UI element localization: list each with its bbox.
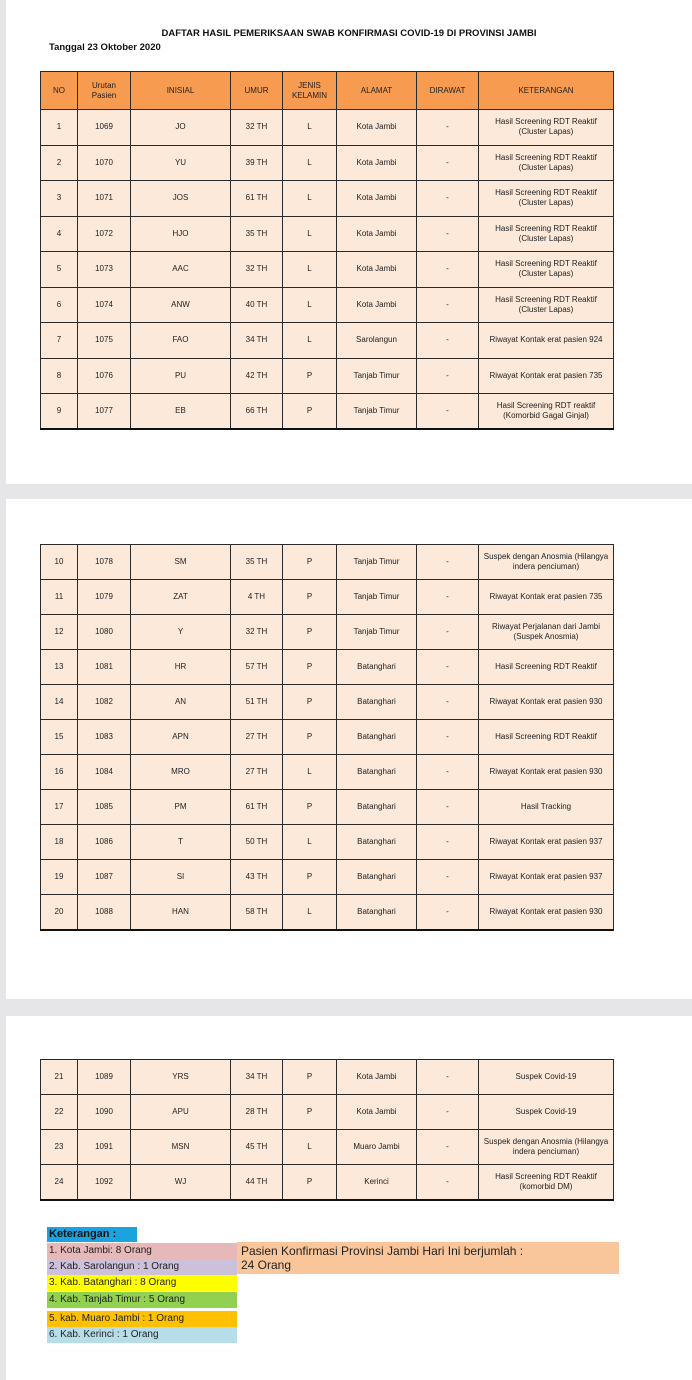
cell-inisial: APU [131,1095,231,1130]
cell-keterangan: Riwayat Perjalanan dari Jambi (Suspek Anosmia) [479,615,614,650]
cell-dirawat: - [417,145,479,181]
cell-alamat: Tanjab Timur [337,615,417,650]
cell-dirawat: - [417,216,479,252]
table-row [41,895,614,930]
cell-umur: 44 TH [231,1165,283,1200]
table-row [41,1060,614,1095]
cell-jenis-kelamin: P [283,720,337,755]
cell-no: 9 [41,394,78,430]
cell-alamat: Batanghari [337,650,417,685]
cell-no: 12 [41,615,78,650]
legend-item: 4. Kab. Tanjab Timur : 5 Orang [47,1292,237,1308]
cell-keterangan: Hasil Screening RDT Reaktif [479,650,614,685]
cell-urutan-pasien: 1082 [78,685,131,720]
cell-alamat: Kota Jambi [337,110,417,146]
cell-alamat: Muaro Jambi [337,1130,417,1165]
cell-no: 21 [41,1060,78,1095]
cell-jenis-kelamin: P [283,1095,337,1130]
table-row [41,860,614,895]
table-row [41,145,614,181]
cell-inisial: HR [131,650,231,685]
header-no: NO [41,72,78,110]
cell-alamat: Tanjab Timur [337,580,417,615]
cell-alamat: Kota Jambi [337,252,417,288]
cell-keterangan: Hasil Screening RDT Reaktif (Cluster Lapas) [479,216,614,252]
cell-alamat: Batanghari [337,790,417,825]
cell-umur: 61 TH [231,790,283,825]
table-row [41,615,614,650]
document-title: DAFTAR HASIL PEMERIKSAAN SWAB KONFIRMASI COVID-19 DI PROVINSI JAMBI [161,28,537,39]
cell-no: 18 [41,825,78,860]
cell-alamat: Kota Jambi [337,145,417,181]
cell-inisial: FAO [131,323,231,359]
table-row [41,287,614,323]
legend-item: 5. kab. Muaro Jambi : 1 Orang [47,1311,237,1327]
cell-inisial: SI [131,860,231,895]
cell-inisial: PU [131,358,231,394]
cell-dirawat: - [417,394,479,430]
cell-keterangan: Hasil Screening RDT Reaktif (Cluster Lapas) [479,110,614,146]
cell-alamat: Kerinci [337,1165,417,1200]
cell-alamat: Batanghari [337,755,417,790]
cell-alamat: Kota Jambi [337,287,417,323]
cell-dirawat: - [417,287,479,323]
cell-keterangan: Riwayat Kontak erat pasien 930 [479,755,614,790]
cell-no: 17 [41,790,78,825]
header-umur: UMUR [231,72,283,110]
cell-inisial: APN [131,720,231,755]
table-row [41,358,614,394]
header-alamat: ALAMAT [337,72,417,110]
cell-inisial: ANW [131,287,231,323]
cell-umur: 32 TH [231,615,283,650]
header-inisial: INISIAL [131,72,231,110]
cell-no: 10 [41,545,78,580]
cell-jenis-kelamin: L [283,323,337,359]
table-row [41,394,614,430]
cell-keterangan: Riwayat Kontak erat pasien 937 [479,860,614,895]
table-row [41,110,614,146]
cell-jenis-kelamin: P [283,685,337,720]
document-date: Tanggal 23 Oktober 2020 [49,42,161,53]
cell-no: 16 [41,755,78,790]
cell-no: 2 [41,145,78,181]
cell-keterangan: Riwayat Kontak erat pasien 930 [479,685,614,720]
cell-alamat: Batanghari [337,895,417,930]
cell-urutan-pasien: 1070 [78,145,131,181]
legend-item: 3. Kab. Batanghari : 8 Orang [47,1275,237,1291]
cell-dirawat: - [417,755,479,790]
header-dirawat: DIRAWAT [417,72,479,110]
cell-no: 13 [41,650,78,685]
cell-inisial: AAC [131,252,231,288]
cell-urutan-pasien: 1075 [78,323,131,359]
cell-dirawat: - [417,1095,479,1130]
cell-umur: 40 TH [231,287,283,323]
cell-alamat: Kota Jambi [337,1095,417,1130]
cell-urutan-pasien: 1092 [78,1165,131,1200]
cell-jenis-kelamin: L [283,145,337,181]
cell-urutan-pasien: 1073 [78,252,131,288]
cell-alamat: Batanghari [337,720,417,755]
cell-keterangan: Hasil Tracking [479,790,614,825]
cell-alamat: Kota Jambi [337,1060,417,1095]
legend-item: 6. Kab. Kerinci : 1 Orang [47,1327,237,1343]
cell-keterangan: Suspek dengan Anosmia (Hilangya indera penciuman) [479,1130,614,1165]
patient-table-page-3 [40,1059,614,1201]
cell-jenis-kelamin: P [283,394,337,430]
cell-jenis-kelamin: P [283,1165,337,1200]
cell-dirawat: - [417,1165,479,1200]
cell-inisial: WJ [131,1165,231,1200]
cell-jenis-kelamin: P [283,580,337,615]
cell-alamat: Kota Jambi [337,216,417,252]
cell-keterangan: Hasil Screening RDT Reaktif (Cluster Lapas) [479,252,614,288]
cell-inisial: JO [131,110,231,146]
cell-no: 6 [41,287,78,323]
cell-jenis-kelamin: L [283,252,337,288]
cell-no: 5 [41,252,78,288]
cell-no: 1 [41,110,78,146]
cell-jenis-kelamin: P [283,1060,337,1095]
cell-inisial: JOS [131,181,231,217]
table-row [41,1165,614,1200]
cell-keterangan: Hasil Screening RDT Reaktif (Cluster Lapas) [479,287,614,323]
cell-umur: 32 TH [231,252,283,288]
cell-umur: 34 TH [231,1060,283,1095]
cell-no: 15 [41,720,78,755]
cell-dirawat: - [417,580,479,615]
cell-alamat: Batanghari [337,685,417,720]
cell-keterangan: Suspek Covid-19 [479,1095,614,1130]
cell-urutan-pasien: 1091 [78,1130,131,1165]
cell-urutan-pasien: 1076 [78,358,131,394]
table-row [41,323,614,359]
patient-table-page-2 [40,544,614,931]
cell-keterangan: Hasil Screening RDT Reaktif (komorbid DM) [479,1165,614,1200]
cell-alamat: Kota Jambi [337,181,417,217]
cell-inisial: MRO [131,755,231,790]
cell-dirawat: - [417,1060,479,1095]
cell-jenis-kelamin: L [283,1130,337,1165]
cell-urutan-pasien: 1088 [78,895,131,930]
cell-umur: 66 TH [231,394,283,430]
cell-keterangan: Hasil Screening RDT reaktif (Komorbid Gagal Ginjal) [479,394,614,430]
cell-inisial: SM [131,545,231,580]
cell-alamat: Tanjab Timur [337,394,417,430]
cell-keterangan: Riwayat Kontak erat pasien 937 [479,825,614,860]
cell-keterangan: Hasil Screening RDT Reaktif (Cluster Lapas) [479,145,614,181]
cell-urutan-pasien: 1069 [78,110,131,146]
cell-keterangan: Suspek Covid-19 [479,1060,614,1095]
cell-jenis-kelamin: L [283,895,337,930]
cell-inisial: HAN [131,895,231,930]
cell-jenis-kelamin: P [283,650,337,685]
cell-umur: 42 TH [231,358,283,394]
cell-no: 19 [41,860,78,895]
header-jenis-kelamin: JENIS KELAMIN [283,72,337,110]
cell-jenis-kelamin: L [283,181,337,217]
cell-jenis-kelamin: P [283,615,337,650]
cell-keterangan: Riwayat Kontak erat pasien 924 [479,323,614,359]
table-row [41,545,614,580]
cell-no: 4 [41,216,78,252]
table-row [41,181,614,217]
cell-inisial: Y [131,615,231,650]
table-row [41,755,614,790]
cell-dirawat: - [417,252,479,288]
cell-inisial: MSN [131,1130,231,1165]
cell-dirawat: - [417,110,479,146]
cell-urutan-pasien: 1090 [78,1095,131,1130]
table-row [41,580,614,615]
summary-line-2: 24 Orang [241,1258,292,1272]
summary-line-1: Pasien Konfirmasi Provinsi Jambi Hari Ini berjumlah : [241,1244,524,1258]
legend-title: Keterangan : [47,1227,137,1242]
cell-alamat: Tanjab Timur [337,545,417,580]
cell-alamat: Batanghari [337,860,417,895]
cell-umur: 34 TH [231,323,283,359]
legend-item: 2. Kab. Sarolangun : 1 Orang [47,1259,237,1275]
cell-urutan-pasien: 1072 [78,216,131,252]
cell-no: 14 [41,685,78,720]
cell-keterangan: Riwayat Kontak erat pasien 735 [479,358,614,394]
cell-urutan-pasien: 1080 [78,615,131,650]
cell-umur: 43 TH [231,860,283,895]
cell-umur: 57 TH [231,650,283,685]
cell-umur: 27 TH [231,755,283,790]
cell-dirawat: - [417,323,479,359]
cell-jenis-kelamin: L [283,825,337,860]
cell-dirawat: - [417,685,479,720]
cell-no: 23 [41,1130,78,1165]
cell-inisial: YU [131,145,231,181]
cell-dirawat: - [417,650,479,685]
table-row [41,685,614,720]
cell-jenis-kelamin: L [283,110,337,146]
cell-jenis-kelamin: P [283,790,337,825]
cell-dirawat: - [417,358,479,394]
table-row [41,216,614,252]
cell-urutan-pasien: 1085 [78,790,131,825]
cell-no: 11 [41,580,78,615]
cell-jenis-kelamin: P [283,545,337,580]
cell-no: 3 [41,181,78,217]
cell-umur: 50 TH [231,825,283,860]
table-row [41,252,614,288]
cell-umur: 4 TH [231,580,283,615]
cell-jenis-kelamin: L [283,755,337,790]
cell-keterangan: Suspek dengan Anosmia (Hilangya indera penciuman) [479,545,614,580]
cell-dirawat: - [417,615,479,650]
cell-umur: 51 TH [231,685,283,720]
cell-urutan-pasien: 1071 [78,181,131,217]
cell-inisial: PM [131,790,231,825]
cell-umur: 39 TH [231,145,283,181]
table-row [41,1095,614,1130]
cell-urutan-pasien: 1086 [78,825,131,860]
cell-keterangan: Hasil Screening RDT Reaktif [479,720,614,755]
cell-dirawat: - [417,720,479,755]
cell-inisial: EB [131,394,231,430]
cell-urutan-pasien: 1084 [78,755,131,790]
cell-dirawat: - [417,545,479,580]
cell-dirawat: - [417,1130,479,1165]
cell-alamat: Tanjab Timur [337,358,417,394]
cell-umur: 58 TH [231,895,283,930]
header-keterangan: KETERANGAN [479,72,614,110]
cell-urutan-pasien: 1087 [78,860,131,895]
cell-no: 20 [41,895,78,930]
cell-jenis-kelamin: P [283,358,337,394]
cell-urutan-pasien: 1079 [78,580,131,615]
cell-umur: 32 TH [231,110,283,146]
cell-umur: 27 TH [231,720,283,755]
table-row [41,790,614,825]
cell-no: 22 [41,1095,78,1130]
cell-no: 8 [41,358,78,394]
cell-no: 24 [41,1165,78,1200]
cell-umur: 35 TH [231,545,283,580]
table-row [41,650,614,685]
cell-urutan-pasien: 1081 [78,650,131,685]
cell-alamat: Batanghari [337,825,417,860]
header-urutan-pasien: Urutan Pasien [78,72,131,110]
cell-dirawat: - [417,895,479,930]
cell-jenis-kelamin: P [283,860,337,895]
cell-keterangan: Hasil Screening RDT Reaktif (Cluster Lapas) [479,181,614,217]
summary-total-box [237,1242,619,1274]
cell-inisial: ZAT [131,580,231,615]
cell-alamat: Sarolangun [337,323,417,359]
cell-urutan-pasien: 1078 [78,545,131,580]
cell-umur: 61 TH [231,181,283,217]
table-row [41,825,614,860]
cell-jenis-kelamin: L [283,216,337,252]
cell-urutan-pasien: 1089 [78,1060,131,1095]
cell-jenis-kelamin: L [283,287,337,323]
cell-dirawat: - [417,181,479,217]
cell-urutan-pasien: 1083 [78,720,131,755]
table-row [41,1130,614,1165]
cell-urutan-pasien: 1074 [78,287,131,323]
cell-dirawat: - [417,825,479,860]
legend-item: 1. Kota Jambi: 8 Orang [47,1243,237,1259]
cell-dirawat: - [417,790,479,825]
cell-no: 7 [41,323,78,359]
cell-keterangan: Riwayat Kontak erat pasien 930 [479,895,614,930]
cell-dirawat: - [417,860,479,895]
patient-table-page-1 [40,71,614,430]
cell-inisial: AN [131,685,231,720]
cell-urutan-pasien: 1077 [78,394,131,430]
cell-umur: 28 TH [231,1095,283,1130]
table-row [41,720,614,755]
cell-inisial: HJO [131,216,231,252]
cell-keterangan: Riwayat Kontak erat pasien 735 [479,580,614,615]
cell-umur: 35 TH [231,216,283,252]
cell-inisial: YRS [131,1060,231,1095]
table-header-row [41,72,614,110]
cell-umur: 45 TH [231,1130,283,1165]
cell-inisial: T [131,825,231,860]
